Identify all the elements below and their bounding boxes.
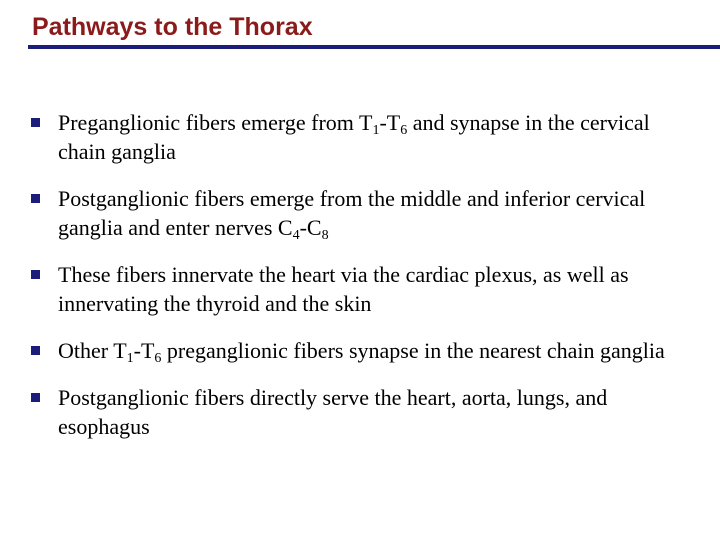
slide-title: Pathways to the Thorax — [32, 13, 313, 41]
bullet-item — [0, 336, 720, 365]
subscript: 1 — [372, 123, 380, 138]
subscript: 1 — [126, 351, 134, 366]
bullet-item — [0, 184, 720, 242]
bullet-text: -C — [299, 215, 322, 240]
bullet-text: These fibers innervate the heart via the cardiac plexus, as well as innervating the thyroid and the skin — [58, 262, 629, 316]
bullet-list — [0, 108, 720, 459]
square-bullet-icon — [31, 118, 40, 127]
bullet-text: -T — [133, 338, 155, 363]
bullet-text: Postganglionic fibers emerge from the middle and inferior cervical ganglia and enter nerves C — [58, 186, 646, 240]
bullet-text: preganglionic fibers synapse in the nearest chain ganglia — [161, 338, 665, 363]
subscript: 6 — [400, 123, 408, 138]
title-underline — [28, 45, 720, 49]
subscript: 8 — [321, 228, 329, 243]
bullet-text: -T — [379, 110, 401, 135]
bullet-text: and synapse in the cervical chain ganglia — [58, 110, 650, 164]
square-bullet-icon — [31, 346, 40, 355]
bullet-text: Preganglionic fibers emerge from T — [58, 110, 373, 135]
bullet-text: Other T — [58, 338, 127, 363]
bullet-item — [0, 108, 720, 166]
bullet-text: Postganglionic fibers directly serve the heart, aorta, lungs, and esophagus — [58, 385, 608, 439]
bullet-item — [0, 260, 720, 318]
square-bullet-icon — [31, 194, 40, 203]
bullet-item — [0, 383, 720, 441]
subscript: 4 — [292, 228, 300, 243]
square-bullet-icon — [31, 270, 40, 279]
square-bullet-icon — [31, 393, 40, 402]
subscript: 6 — [154, 351, 162, 366]
